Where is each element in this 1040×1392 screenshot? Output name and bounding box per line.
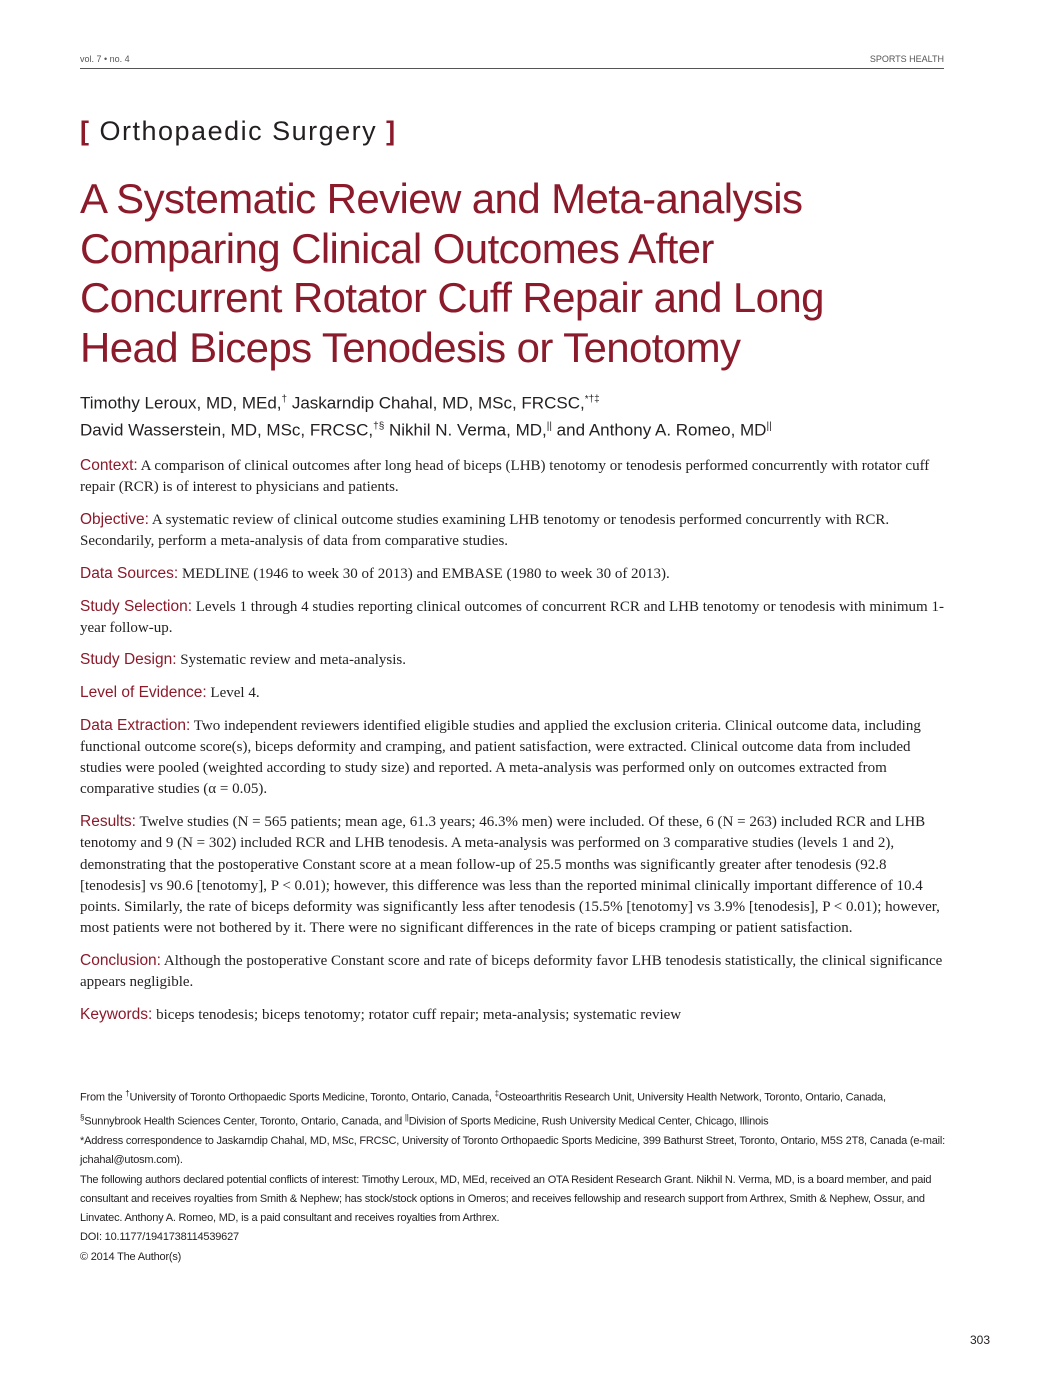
title-line: A Systematic Review and Meta-analysis	[80, 175, 803, 222]
abstract-heading: Keywords:	[80, 1005, 153, 1023]
abstract-text: Twelve studies (N = 565 patients; mean age, 61.3 years; 46.3% men) were included. Of these, 6 (N = 263) included RCR and LHB tenotomy and 9 (N = 302) included RCR and LHB tenodesis. A meta-analysis was performed on 3 comparative studies (levels 1 and 2), demonstrating that the postoperative Constant score at a mean follow-up of 25.5 months was significantly greater after tenodesis (92.8 [tenodesis] vs 90.6 [tenotomy], P < 0.01); however, this difference was less than the reported minimal clinically important difference of 10.4 points. Similarly, the rate of biceps deformity was significantly less after tenodesis (15.5% [tenotomy] vs 3.9% [tenodesis], P < 0.01); however, most patients were not bothered by it. There were no significant differences in the rate of biceps cramping or patient satisfaction.	[80, 814, 940, 937]
author-affiliation-mark: *†‡	[584, 394, 600, 405]
article-title	[80, 174, 960, 372]
author-affiliation-mark: ||	[546, 420, 552, 432]
section-label	[80, 116, 397, 147]
abstract-text: Level 4.	[206, 685, 260, 702]
abstract-text: A systematic review of clinical outcome studies examining LHB tenotomy or tenodesis performed concurrently with RCR. Secondarily, perform a meta-analysis of data from comparative studies.	[80, 511, 890, 550]
affiliation-text: Osteoarthritis Research Unit, University Health Network, Toronto, Ontario, Canada,	[498, 1091, 886, 1104]
author-name: Timothy Leroux, MD, MEd,	[80, 393, 282, 413]
affiliation-text: University of Toronto Orthopaedic Sports Medicine, Toronto, Ontario, Canada,	[129, 1091, 495, 1104]
author-name: Nikhil N. Verma, MD,	[384, 420, 547, 440]
affiliation-mark: §	[80, 1112, 85, 1122]
author-name: and Anthony A. Romeo, MD	[551, 420, 767, 440]
affiliation-mark: ||	[404, 1112, 409, 1122]
running-header	[80, 54, 944, 69]
author-line	[80, 388, 960, 415]
abstract-text: Although the postoperative Constant score and rate of biceps deformity favor LHB tenodesis statistically, the clinical significance appears negligible.	[80, 952, 943, 991]
doi: DOI: 10.1177/1941738114539627	[80, 1231, 239, 1244]
affiliations-note	[80, 1084, 946, 1132]
title-line: Comparing Clinical Outcomes After	[80, 224, 714, 272]
abstract-heading: Study Design:	[80, 651, 177, 669]
open-bracket: [	[80, 116, 91, 146]
abstract-study-design	[80, 649, 948, 671]
abstract-heading: Data Extraction:	[80, 716, 191, 734]
abstract-data-sources	[80, 563, 948, 585]
author-affiliation-mark: ||	[766, 420, 772, 432]
abstract-heading: Conclusion:	[80, 951, 161, 969]
abstract-text: biceps tenodesis; biceps tenotomy; rotator cuff repair; meta-analysis; systematic review	[152, 1006, 682, 1023]
title-line: Head Biceps Tenodesis or Tenotomy	[80, 323, 741, 371]
correspondence-note: *Address correspondence to Jaskarndip Chahal, MD, MSc, FRCSC, University of Toronto Orthopaedic Sports Medicine, 399 Bathurst Street, Toronto, Ontario, M5S 2T8, Canada (e-mail: jchahal@utosm.com).	[80, 1134, 945, 1167]
page-number: 303	[969, 1333, 990, 1347]
abstract-heading: Level of Evidence:	[80, 684, 207, 702]
abstract-heading: Objective:	[80, 510, 149, 528]
affiliation-mark: †	[125, 1089, 130, 1098]
journal-name: SPORTS HEALTH	[869, 54, 944, 64]
abstract-conclusion	[80, 950, 948, 993]
abstract-level-of-evidence	[80, 682, 948, 704]
abstract-text: Levels 1 through 4 studies reporting clinical outcomes of concurrent RCR and LHB tenotomy or tenodesis with minimum 1-year follow-up.	[80, 598, 944, 636]
abstract	[80, 455, 948, 1036]
abstract-heading: Context:	[80, 457, 138, 474]
author-list	[80, 388, 960, 441]
affiliation-text: Sunnybrook Health Sciences Center, Toronto, Ontario, Canada, and	[84, 1115, 405, 1128]
abstract-results	[80, 811, 948, 939]
author-affiliation-mark: †	[281, 394, 288, 405]
abstract-text: MEDLINE (1946 to week 30 of 2013) and EMBASE (1980 to week 30 of 2013).	[178, 565, 670, 582]
close-bracket: ]	[386, 116, 397, 146]
author-line	[80, 415, 960, 442]
abstract-text: A comparison of clinical outcomes after long head of biceps (LHB) tenotomy or tenodesis performed concurrently with rotator cuff repair (RCR) is of interest to physicians and patients.	[80, 458, 930, 496]
author-affiliation-mark: †§	[373, 420, 385, 432]
abstract-keywords	[80, 1004, 948, 1026]
author-name: David Wasserstein, MD, MSc, FRCSC,	[80, 420, 374, 440]
abstract-context	[80, 455, 948, 498]
abstract-heading: Results:	[80, 813, 136, 831]
affiliation-text: Division of Sports Medicine, Rush University Medical Center, Chicago, Illinois	[408, 1115, 769, 1128]
abstract-heading: Study Selection:	[80, 597, 193, 615]
footnotes	[80, 1084, 946, 1267]
volume-issue: vol. 7 • no. 4	[80, 54, 130, 64]
section-name: Orthopaedic Surgery	[99, 116, 378, 146]
abstract-data-extraction	[80, 715, 948, 801]
affiliation-text: From the	[80, 1091, 126, 1104]
copyright: © 2014 The Author(s)	[80, 1250, 182, 1263]
abstract-text: Systematic review and meta-analysis.	[176, 652, 407, 669]
abstract-objective	[80, 509, 948, 552]
abstract-study-selection	[80, 596, 948, 639]
abstract-heading: Data Sources:	[80, 564, 179, 582]
title-line: Concurrent Rotator Cuff Repair and Long	[80, 274, 824, 321]
conflicts-note: The following authors declared potential conflicts of interest: Timothy Leroux, MD, MEd, received an OTA Resident Research Grant. Nikhil N. Verma, MD, is a board member, and paid consultant and receives royalties from Smith & Nephew; has stock/stock options in Omeros; and receives fellowship and research support from Arthrex, Smith & Nephew, Ossur, and Linvatec. Anthony A. Romeo, MD, is a paid consultant and receives royalties from Arthrex.	[80, 1173, 932, 1225]
author-name: Jaskarndip Chahal, MD, MSc, FRCSC,	[287, 393, 585, 413]
affiliation-mark: ‡	[494, 1089, 499, 1098]
abstract-text: Two independent reviewers identified eligible studies and applied the exclusion criteria. Clinical outcome data, including functional outcome score(s), biceps deformity and cramping, and patient satisfaction, were extracted. Clinical outcome data from included studies were pooled (weighted according to study size) and reported. A meta-analysis was performed only on outcomes extracted from comparative studies (α = 0.05).	[80, 717, 921, 798]
